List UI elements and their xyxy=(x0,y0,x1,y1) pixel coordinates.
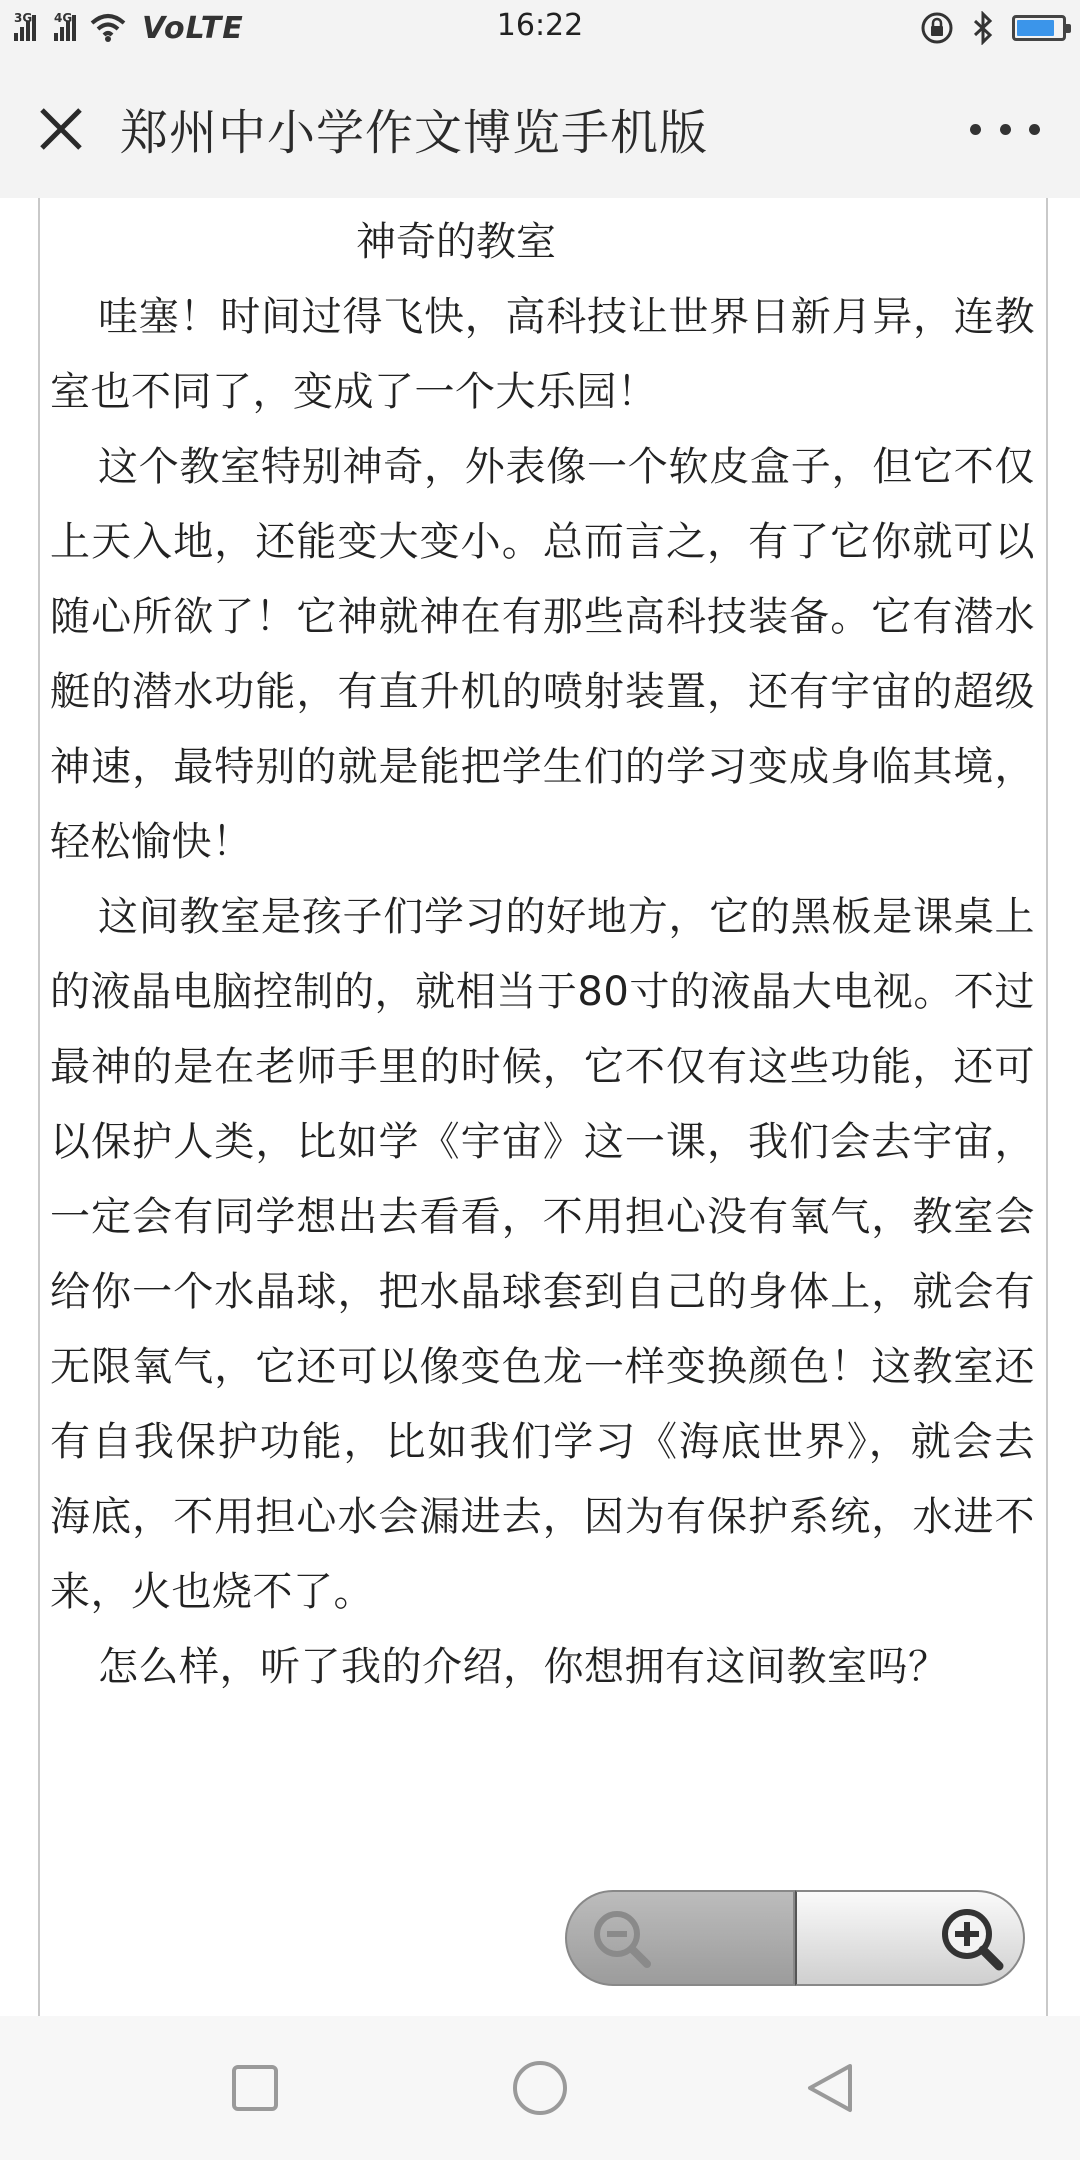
article-body xyxy=(50,280,1035,1705)
zoom-control xyxy=(565,1890,1025,1986)
back-triangle-icon[interactable] xyxy=(800,2058,860,2118)
status-right xyxy=(920,10,1066,46)
volte-label: VoLTE xyxy=(142,10,244,46)
bluetooth-icon xyxy=(972,11,994,45)
paragraph: 这个教室特别神奇，外表像一个软皮盒子，但它不仅上天入地，还能变大变小。总而言之，有了它你就可以随心所欲了！它神就神在有那些高科技装备。它有潜水艇的潜水功能，有直升机的喷射装置，还有宇宙的超级神速，最特别的就是能把学生们的学习变成身临其境，轻松愉快！ xyxy=(50,444,1035,865)
close-icon[interactable] xyxy=(30,98,92,160)
rotation-lock-icon xyxy=(920,11,954,45)
clock: 16:22 xyxy=(496,8,584,43)
article-title: 神奇的教室 xyxy=(356,219,556,265)
zoom-in-icon xyxy=(933,1900,1009,1976)
navigation-bar xyxy=(0,2016,1080,2160)
recents-square-icon[interactable] xyxy=(225,2058,285,2118)
network-type-label: 3G xyxy=(14,11,33,25)
title-bar xyxy=(0,56,1080,198)
zoom-out-icon xyxy=(587,1904,657,1974)
paragraph: 怎么样，听了我的介绍，你想拥有这间教室吗？ xyxy=(98,1644,949,1690)
more-icon[interactable] xyxy=(970,114,1040,144)
page-title: 郑州中小学作文博览手机版 xyxy=(120,105,709,161)
zoom-out-button[interactable] xyxy=(565,1890,795,1986)
status-bar xyxy=(0,0,1080,56)
network-type-label-2: 4G xyxy=(54,11,73,25)
home-circle-icon[interactable] xyxy=(510,2058,570,2118)
article-container[interactable] xyxy=(38,198,1048,2016)
paragraph: 哇塞！时间过得飞快，高科技让世界日新月异，连教室也不同了，变成了一个大乐园！ xyxy=(50,294,1035,415)
paragraph: 这间教室是孩子们学习的好地方，它的黑板是课桌上的液晶电脑控制的，就相当于80寸的液晶大电视。不过最神的是在老师手里的时候，它不仅有这些功能，还可以保护人类，比如学《宇宙》这一课，我们会去宇宙，一定会有同学想出去看看，不用担心没有氧气，教室会给你一个水晶球，把水晶球套到自己的身体上，就会有无限氧气，它还可以像变色龙一样变换颜色！这教室还有自我保护功能，比如我们学习《海底世界》，就会去海底，不用担心水会漏进去，因为有保护系统，水进不来，火也烧不了。 xyxy=(50,894,1035,1615)
battery-icon xyxy=(1012,15,1066,41)
zoom-in-button[interactable] xyxy=(795,1890,1025,1986)
